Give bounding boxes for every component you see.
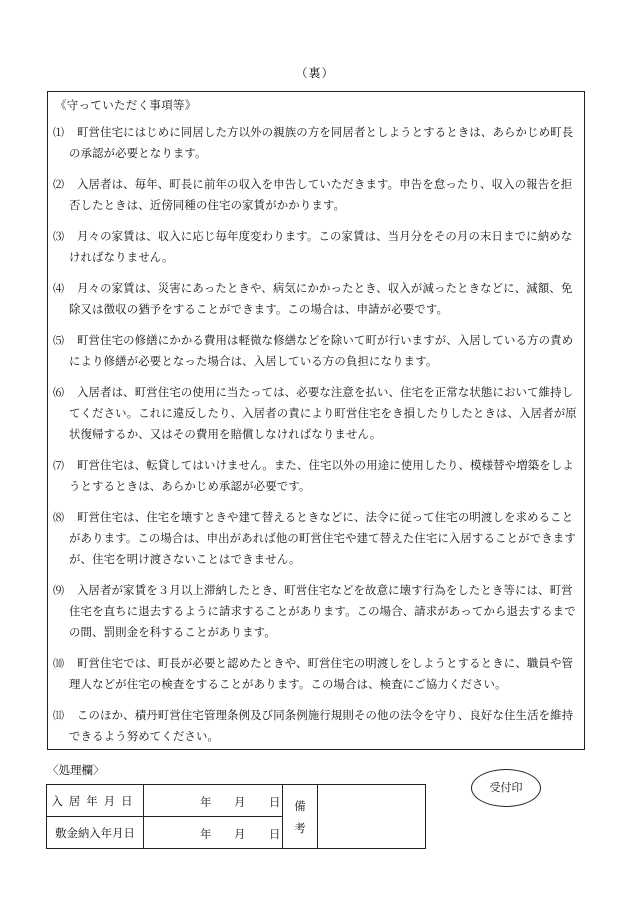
rule-line: 月々の家賃は、災害にあったときや、病気にかかったとき、収入が減ったときなどに、減額、免 — [77, 281, 573, 295]
processing-label: 〈処理欄〉 — [47, 763, 105, 777]
rule-item — [53, 330, 581, 372]
rule-line: 町営住宅にはじめに同居した方以外の親族の方を同居者としようとするときは、あらかじめ町長 — [77, 125, 574, 139]
rule-line: により修繕が必要となった場合は、入居している方の負担になります。 — [69, 354, 438, 368]
rule-line: 除又は徴収の猶予をすることができます。この場合は、申請が必要です。 — [69, 302, 449, 316]
rule-number: ⑴ — [53, 126, 65, 139]
rule-number: ⑻ — [53, 511, 65, 524]
rule-item — [53, 653, 581, 695]
rule-line: の承認が必要となります。 — [69, 146, 207, 160]
day-unit: 日 — [269, 827, 281, 841]
rules-title: 《守っていただく事項等》 — [55, 98, 197, 112]
remarks-char-2: 考 — [294, 820, 306, 835]
year-unit: 年 — [200, 827, 212, 841]
rule-item — [53, 382, 581, 445]
rule-number: ⑼ — [53, 584, 65, 597]
rule-text — [53, 278, 581, 320]
rule-line: 否したときは、近傍同種の住宅の家賃がかかります。 — [69, 198, 346, 212]
rule-line: ければなりません。 — [69, 250, 174, 264]
rule-item — [53, 122, 581, 164]
move-in-date-label-text: 入居年月日 — [51, 793, 139, 808]
rule-line: うとするときは、あらかじめ承認が必要です。 — [69, 479, 311, 493]
rule-number: ⑷ — [53, 282, 65, 295]
year-unit: 年 — [200, 795, 212, 809]
remarks-label — [283, 785, 318, 849]
rule-line: できるよう努めてください。 — [69, 729, 220, 743]
rules-box — [47, 91, 585, 750]
rule-number: ⑸ — [53, 334, 65, 347]
rule-line: 住宅を直ちに退去するように請求することがあります。この場合、請求があってから退去するまで — [69, 604, 576, 618]
rule-line: このほか、積丹町営住宅管理条例及び同条例施行規則その他の法令を守り、良好な住生活を維持 — [77, 708, 574, 722]
rule-text — [53, 382, 581, 445]
rule-text — [53, 507, 581, 570]
rule-text — [53, 330, 581, 372]
rule-line: 状復帰するか、又はその費用を賠償しなければなりません。 — [69, 427, 382, 441]
rule-line: 入居者が家賃を３月以上滞納したとき、町営住宅などを故意に壊す行為をしたとき等には、町営 — [77, 583, 573, 597]
rule-text — [53, 653, 581, 695]
rule-number: ⑺ — [53, 459, 65, 472]
rule-text — [53, 580, 581, 643]
rule-item — [53, 705, 581, 747]
rule-line: 町営住宅の修繕にかかる費用は軽微な修繕などを除いて町が行いますが、入居している方の責め — [77, 333, 574, 347]
month-unit: 月 — [234, 795, 246, 809]
move-in-date-field[interactable] — [144, 785, 283, 817]
deposit-date-label-text: 敷金納入年月日 — [55, 825, 135, 840]
rule-line: 入居者は、毎年、町長に前年の収入を申告していただきます。申告を怠ったり、収入の報告を拒 — [77, 177, 573, 191]
rule-line: 入居者は、町営住宅の使用に当たっては、必要な注意を払い、住宅を正常な状態において維持し — [77, 385, 574, 399]
remarks-char-1: 備 — [294, 798, 306, 813]
rule-item — [53, 455, 581, 497]
processing-table — [46, 784, 426, 849]
rule-line: 町営住宅は、転貸してはいけません。また、住宅以外の用途に使用したり、模様替や増築をしよ — [77, 458, 574, 472]
rule-line: 理人などが住宅の検査をすることがあります。この場合は、検査にご協力ください。 — [69, 677, 507, 691]
rule-number: ⑽ — [53, 657, 65, 670]
day-unit: 日 — [269, 795, 281, 809]
move-in-date-label — [47, 785, 144, 817]
rule-line: 町営住宅は、住宅を壊すときや建て替えるときなどに、法令に従って住宅の明渡しを求めること — [77, 510, 574, 524]
rule-line: の間、罰則金を科することがあります。 — [69, 625, 276, 639]
rule-number: ⑶ — [53, 230, 65, 243]
reception-stamp: 受付印 — [471, 769, 541, 807]
rule-line: 町営住宅では、町長が必要と認めたときや、町営住宅の明渡しをしようとするときに、職員や管 — [77, 656, 574, 670]
rule-item — [53, 580, 581, 643]
remarks-field[interactable] — [318, 785, 426, 849]
rule-number: ⑾ — [53, 709, 65, 722]
month-unit: 月 — [234, 827, 246, 841]
rule-item — [53, 278, 581, 320]
rule-text — [53, 455, 581, 497]
rule-line: てください。これに違反したり、入居者の責により町営住宅をき損したりしたときは、入居者が原 — [69, 406, 577, 420]
deposit-date-label — [47, 817, 144, 849]
table-row — [47, 785, 426, 817]
deposit-date-field[interactable] — [144, 817, 283, 849]
rule-item — [53, 174, 581, 216]
rule-line: 月々の家賃は、収入に応じ毎年度変わります。この家賃は、当月分をその月の末日までに納めな — [77, 229, 573, 243]
rule-line: があります。この場合は、申出があれば他の町営住宅や建て替えた住宅に入居することができます — [69, 531, 576, 545]
rule-item — [53, 507, 581, 570]
rule-text — [53, 705, 581, 747]
rule-text — [53, 174, 581, 216]
rule-line: が、住宅を明け渡さないことはできません。 — [69, 552, 301, 566]
rule-item — [53, 226, 581, 268]
rule-text — [53, 122, 581, 164]
rule-number: ⑹ — [53, 386, 65, 399]
page-heading: （裏） — [295, 66, 335, 80]
rule-number: ⑵ — [53, 178, 65, 191]
rule-text — [53, 226, 581, 268]
